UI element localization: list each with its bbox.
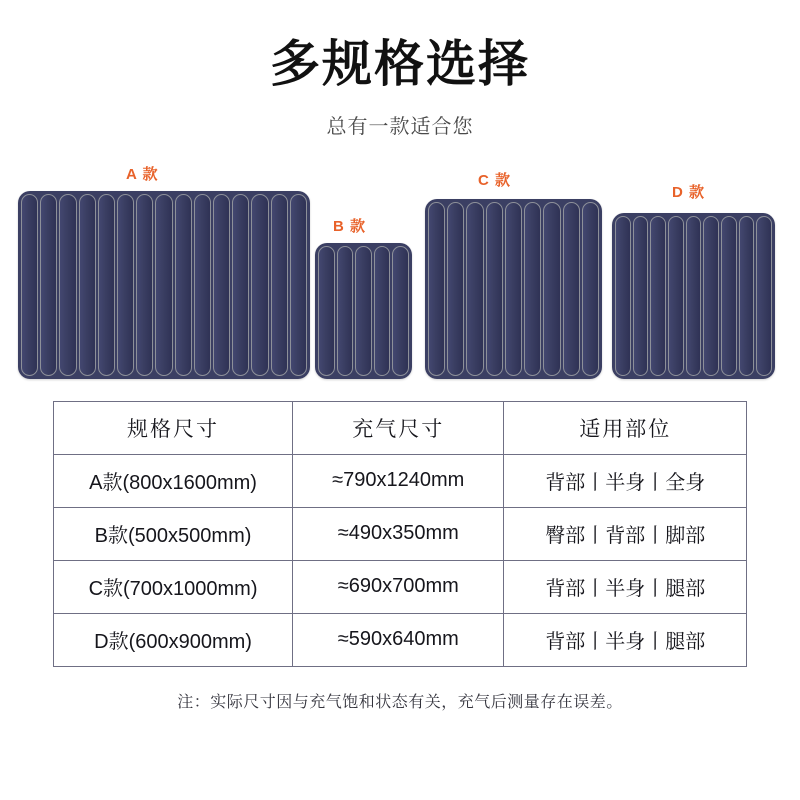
table-header-cell: 适用部位 xyxy=(504,401,747,454)
air-tube xyxy=(524,202,541,376)
table-header-cell: 充气尺寸 xyxy=(293,401,504,454)
product-label-a: A 款 xyxy=(126,165,159,183)
table-cell-inflated: ≈690x700mm xyxy=(293,560,504,613)
product-label-c: C 款 xyxy=(478,171,512,189)
table-cell-usage: 背部丨半身丨全身 xyxy=(504,454,747,507)
table-cell-size: B款(500x500mm) xyxy=(54,507,293,560)
air-tube xyxy=(447,202,464,376)
air-tube xyxy=(318,246,335,376)
product-label-d: D 款 xyxy=(672,183,706,201)
air-tube xyxy=(40,194,57,376)
air-tube xyxy=(668,216,684,376)
spec-table xyxy=(53,401,747,667)
footnote: 注：实际尺寸因与充气饱和状态有关，充气后测量存在误差。 xyxy=(177,693,623,711)
air-tube xyxy=(543,202,560,376)
table-cell-inflated: ≈590x640mm xyxy=(293,613,504,666)
air-tube xyxy=(486,202,503,376)
air-tube xyxy=(290,194,307,376)
table-row xyxy=(54,613,747,666)
air-tube xyxy=(615,216,631,376)
table-header-row xyxy=(54,401,747,454)
table-cell-usage: 背部丨半身丨腿部 xyxy=(504,613,747,666)
product-label-b: B 款 xyxy=(333,217,367,235)
spec-table-container xyxy=(53,401,747,667)
air-tube xyxy=(374,246,391,376)
air-tube xyxy=(739,216,755,376)
air-tube xyxy=(59,194,76,376)
air-tube xyxy=(428,202,445,376)
air-tube xyxy=(582,202,599,376)
air-tube xyxy=(650,216,666,376)
product-mat-b xyxy=(315,243,412,379)
air-tube xyxy=(155,194,172,376)
table-row xyxy=(54,507,747,560)
air-tube xyxy=(271,194,288,376)
page-title: 多规格选择 xyxy=(270,36,530,92)
air-tube xyxy=(79,194,96,376)
table-cell-size: D款(600x900mm) xyxy=(54,613,293,666)
product-illustrations xyxy=(0,161,800,391)
air-tube xyxy=(703,216,719,376)
product-mat-c xyxy=(425,199,602,379)
air-tube xyxy=(117,194,134,376)
table-row xyxy=(54,560,747,613)
table-cell-inflated: ≈790x1240mm xyxy=(293,454,504,507)
table-cell-inflated: ≈490x350mm xyxy=(293,507,504,560)
table-cell-size: A款(800x1600mm) xyxy=(54,454,293,507)
air-tube xyxy=(232,194,249,376)
air-tube xyxy=(21,194,38,376)
table-cell-size: C款(700x1000mm) xyxy=(54,560,293,613)
table-header-cell: 规格尺寸 xyxy=(54,401,293,454)
air-tube xyxy=(392,246,409,376)
air-tube xyxy=(633,216,649,376)
air-tube xyxy=(686,216,702,376)
air-tube xyxy=(251,194,268,376)
air-tube xyxy=(136,194,153,376)
table-cell-usage: 背部丨半身丨腿部 xyxy=(504,560,747,613)
air-tube xyxy=(355,246,372,376)
table-cell-usage: 臀部丨背部丨脚部 xyxy=(504,507,747,560)
air-tube xyxy=(756,216,772,376)
page-subtitle: 总有一款适合您 xyxy=(326,115,474,138)
air-tube xyxy=(175,194,192,376)
table-row xyxy=(54,454,747,507)
air-tube xyxy=(563,202,580,376)
product-mat-a xyxy=(18,191,310,379)
product-mat-d xyxy=(612,213,775,379)
air-tube xyxy=(194,194,211,376)
air-tube xyxy=(505,202,522,376)
air-tube xyxy=(98,194,115,376)
air-tube xyxy=(337,246,354,376)
air-tube xyxy=(213,194,230,376)
air-tube xyxy=(721,216,737,376)
air-tube xyxy=(466,202,483,376)
